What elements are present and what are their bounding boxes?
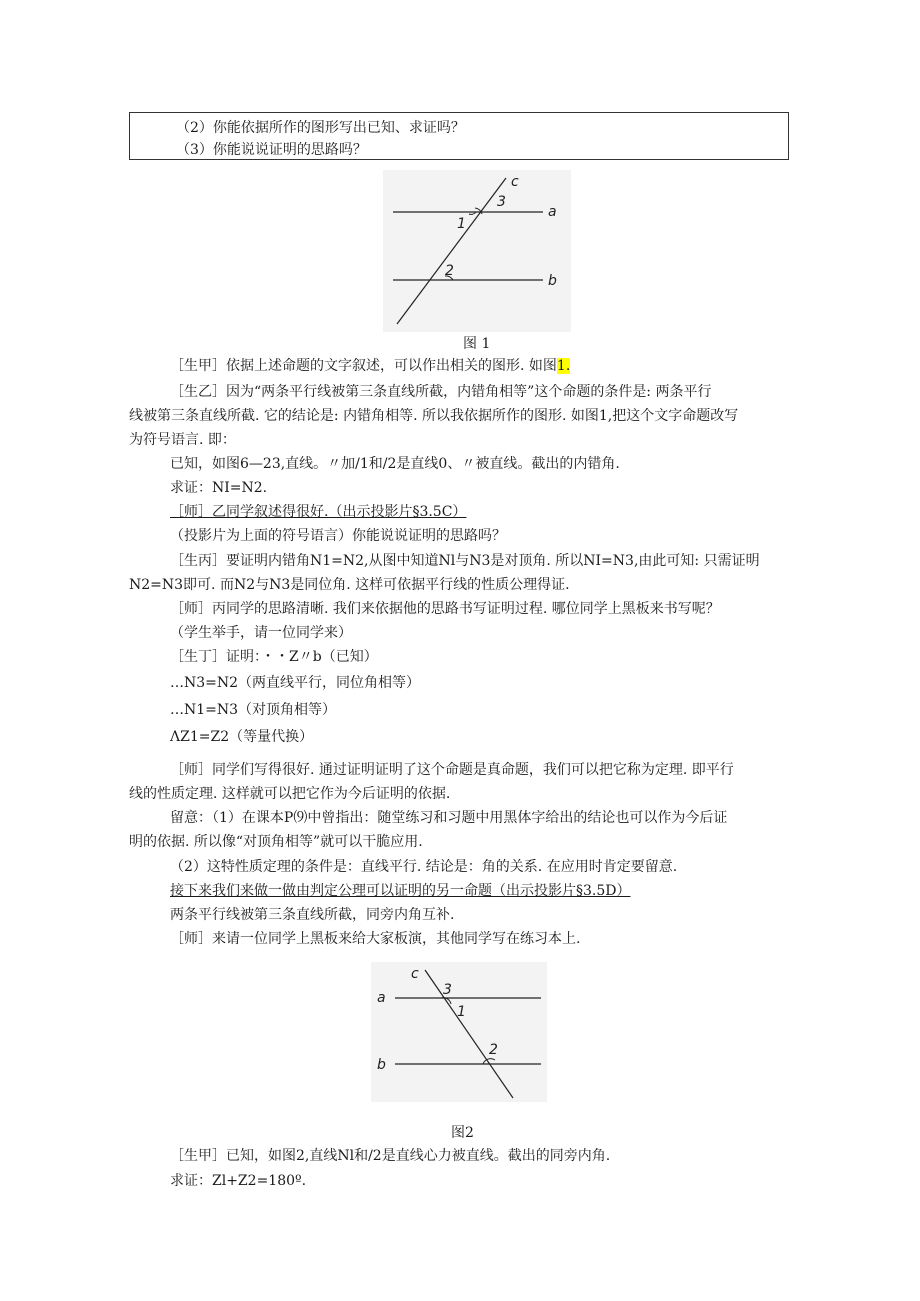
para-students-raise: （学生举手，请一位同学来） [170,625,352,641]
para-3-line-2: N2=N3即可. 而N2与N3是同位角. 这样可依据平行线的性质公理得证. [129,577,570,593]
proof-line-1: ［生丁］证明：・・Z〃b（已知） [170,649,378,665]
para-teacher-1: ［师］乙同学叙述得很好.（出示投影片§3.5C） [170,504,467,520]
label-b: b [377,1057,386,1073]
para-1-text: ［生甲］依据上述命题的文字叙述，可以作出相关的图形. 如图 [170,358,557,374]
note-1-line-1: 留意：（1）在课本P⑼中曾指出：随堂练习和习题中用黑体字给出的结论也可以作为今后证 [170,810,728,826]
label-1: 1 [457,216,466,232]
para-prove: 求证：NI=N2. [170,480,268,496]
figure-2 [371,962,547,1102]
para-3-line-1: ［生丙］要证明内错角N1=N2,从图中知道Nl与N3是对顶角. 所以NI=N3,由此可知: 只需证明 [170,553,760,569]
note-2: （2）这特性质定理的条件是：直线平行. 结论是：角的关系. 在应用时肯定要留意. [170,859,678,875]
figure-2-caption: 图2 [451,1125,474,1141]
figure-2-background [371,962,547,1102]
note-1-line-2: 明的依据. 所以像“对顶角相等”就可以干脆应用. [129,834,423,850]
label-b: b [548,273,557,289]
para-teacher-2: ［师］丙同学的思路清晰. 我们来依据他的思路书写证明过程. 哪位同学上黑板来书写呢？ [170,601,720,617]
para-teacher-3-line-1: ［师］同学们写得很好. 通过证明证明了这个命题是真命题，我们可以把它称为定理. 即平行 [170,762,734,778]
para-prove-2: 求证：Zl+Z2=180º. [170,1173,307,1189]
label-2: 2 [445,263,454,279]
figure-1-background [383,170,571,332]
proof-line-2: …N3=N2（两直线平行，同位角相等） [170,675,421,691]
para-next: 接下来我们来做一做由判定公理可以证明的另一命题（出示投影片§3.5D） [170,883,631,899]
label-3: 3 [497,194,506,210]
para-teacher-4: ［师］来请一位同学上黑板来给大家板演，其他同学写在练习本上. [170,931,581,947]
label-1: 1 [457,1004,466,1020]
label-a: a [377,990,386,1006]
para-2-line-3: 为符号语言. 即： [129,432,236,448]
label-c: c [411,966,419,982]
para-1 [170,357,570,375]
question-3: （3）你能说说证明的思路吗？ [176,142,367,158]
proof-line-3: …N1=N3（对顶角相等） [170,702,337,718]
para-2-line-1: ［生乙］因为“两条平行线被第三条直线所截，内错角相等”这个命题的条件是: 两条平行 [170,384,712,400]
label-c: c [511,174,519,190]
para-slide-note: （投影片为上面的符号语言）你能说说证明的思路吗？ [170,528,506,544]
proof-line-4: ΛZ1=Z2（等量代换） [170,729,314,745]
label-a: a [548,204,557,220]
para-proposition: 两条平行线被第三条直线所截，同旁内角互补. [170,907,455,923]
para-1-highlight: 1. [556,358,571,374]
label-3: 3 [443,982,452,998]
label-2: 2 [489,1042,498,1058]
para-given: 已知，如图6—23,直线。〃加/1和/2是直线0、〃被直线。截出的内错角. [170,456,620,472]
para-given-2: ［生甲］已知，如图2,直线Nl和/2是直线心力被直线。截出的同旁内角. [170,1148,611,1164]
question-2: （2）你能依据所作的图形写出已知、求证吗？ [176,120,465,136]
para-teacher-3-line-2: 线的性质定理. 这样就可以把它作为今后证明的依据. [129,786,451,802]
figure-1-caption: 图 1 [463,336,491,352]
figure-1 [383,170,571,332]
para-2-line-2: 线被第三条直线所截. 它的结论是: 内错角相等. 所以我依据所作的图形. 如图1,把这个文字命题改写 [129,408,739,424]
question-box [129,112,789,160]
